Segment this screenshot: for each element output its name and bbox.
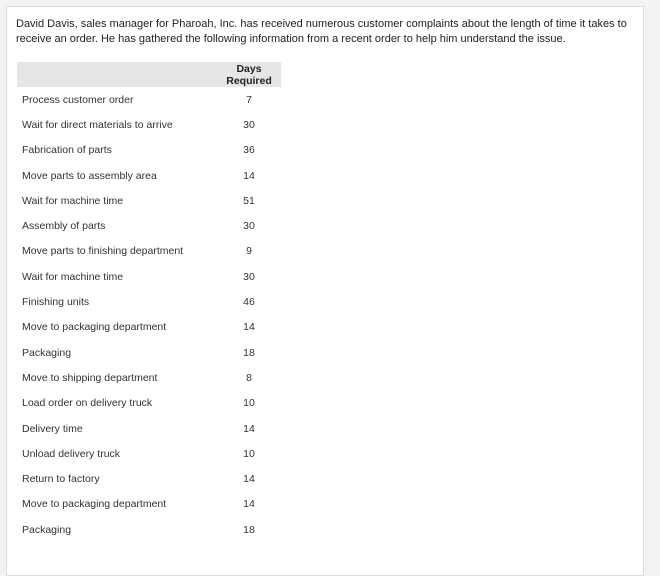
table-row xyxy=(17,213,281,238)
days-cell: 18 xyxy=(243,346,255,359)
table-row xyxy=(17,87,281,112)
activity-cell: Load order on delivery truck xyxy=(22,397,153,410)
days-cell: 14 xyxy=(243,321,255,334)
table-row xyxy=(17,188,281,213)
activity-table xyxy=(17,62,281,542)
table-row xyxy=(17,112,281,137)
days-cell: 18 xyxy=(243,523,255,536)
days-cell: 14 xyxy=(243,422,255,435)
table-row xyxy=(17,517,281,542)
table-row xyxy=(17,466,281,491)
table-row xyxy=(17,138,281,163)
activity-cell: Move parts to finishing department xyxy=(22,245,184,258)
days-required-column-header: Days Required xyxy=(217,62,281,87)
table-row xyxy=(17,365,281,390)
days-cell: 9 xyxy=(246,245,252,258)
table-row xyxy=(17,391,281,416)
table-row xyxy=(17,289,281,314)
days-cell: 8 xyxy=(246,371,252,384)
days-cell: 46 xyxy=(243,296,255,309)
table-row xyxy=(17,340,281,365)
days-cell: 30 xyxy=(243,270,255,283)
activity-cell: Unload delivery truck xyxy=(22,447,121,460)
activity-cell: Return to factory xyxy=(22,473,100,486)
days-cell: 10 xyxy=(243,447,255,460)
activity-cell: Packaging xyxy=(22,346,72,359)
days-cell: 10 xyxy=(243,397,255,410)
activity-cell: Wait for direct materials to arrive xyxy=(22,118,173,131)
table-row xyxy=(17,239,281,264)
activity-cell: Finishing units xyxy=(22,296,90,309)
problem-statement: David Davis, sales manager for Pharoah, Inc. has received numerous customer complaints about the length of time it takes to receive an order. He has gathered the following information from a recent order to help him understand the issue. xyxy=(16,18,627,45)
activity-column-header xyxy=(17,62,217,87)
table-row xyxy=(17,163,281,188)
table-row xyxy=(17,492,281,517)
activity-cell: Move parts to assembly area xyxy=(22,169,157,182)
activity-cell: Delivery time xyxy=(22,422,83,435)
activity-cell: Packaging xyxy=(22,523,72,536)
days-cell: 30 xyxy=(243,220,255,233)
days-cell: 51 xyxy=(243,194,255,207)
table-row xyxy=(17,416,281,441)
days-cell: 14 xyxy=(243,169,255,182)
activity-cell: Move to shipping department xyxy=(22,371,158,384)
activity-cell: Move to packaging department xyxy=(22,321,167,334)
days-cell: 7 xyxy=(246,93,252,106)
activity-cell: Wait for machine time xyxy=(22,194,124,207)
activity-cell: Assembly of parts xyxy=(22,220,106,233)
days-cell: 30 xyxy=(243,118,255,131)
table-row xyxy=(17,441,281,466)
activity-cell: Move to packaging department xyxy=(22,498,167,511)
days-cell: 14 xyxy=(243,473,255,486)
question-card xyxy=(6,6,644,576)
table-row xyxy=(17,315,281,340)
days-cell: 36 xyxy=(243,144,255,157)
table-row xyxy=(17,264,281,289)
table-header-row xyxy=(17,62,281,87)
activity-cell: Process customer order xyxy=(22,93,134,106)
days-cell: 14 xyxy=(243,498,255,511)
activity-cell: Fabrication of parts xyxy=(22,144,112,157)
activity-cell: Wait for machine time xyxy=(22,270,124,283)
